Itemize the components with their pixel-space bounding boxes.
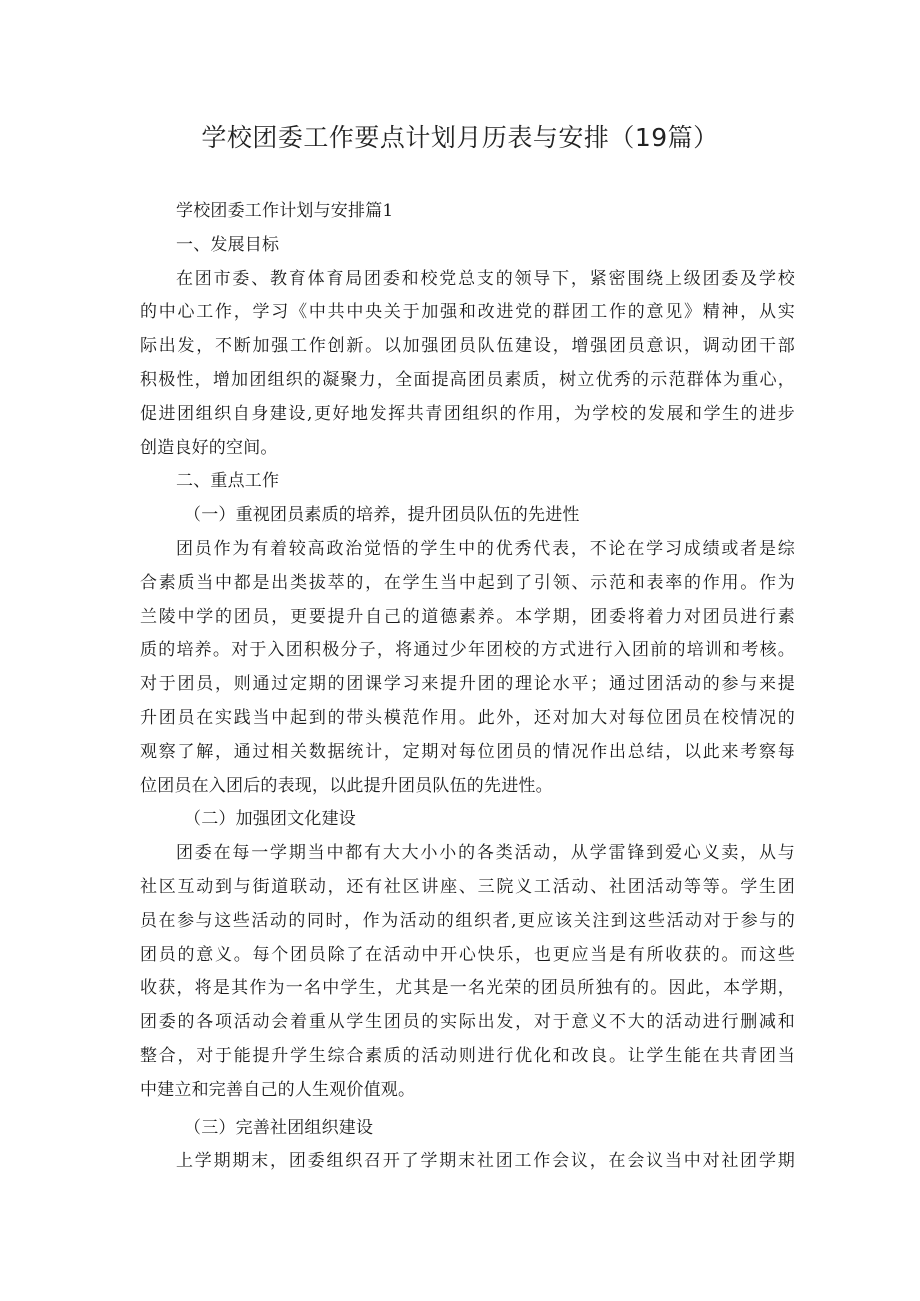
sub1-heading: （一）重视团员素质的培养，提升团员队伍的先进性 bbox=[184, 505, 580, 526]
paragraph-line: 团员的意义。每个团员除了在活动中开心快乐，也更应当是有所收获的。而这些 bbox=[140, 944, 795, 965]
paragraph-line: 兰陵中学的团员，更要提升自己的道德素养。本学期，团委将着力对团员进行素 bbox=[140, 606, 795, 627]
paragraph-line: 在团市委、教育体育局团委和校党总支的领导下，紧密围绕上级团委及学校 bbox=[176, 268, 795, 289]
paragraph-line: 员在参与这些活动的同时，作为活动的组织者,更应该关注到这些活动对于参与的 bbox=[140, 910, 795, 931]
part1-paragraph bbox=[140, 263, 795, 466]
sub3-heading: （三）完善社团组织建设 bbox=[184, 1117, 374, 1138]
paragraph-line: 整合，对于能提升学生综合素质的活动则进行优化和改良。让学生能在共青团当 bbox=[140, 1045, 795, 1066]
paragraph-line: 积极性，增加团组织的凝聚力，全面提高团员素质，树立优秀的示范群体为重心， bbox=[140, 369, 795, 390]
sub1-paragraph bbox=[140, 533, 795, 803]
sub2-heading: （二）加强团文化建设 bbox=[184, 809, 356, 830]
part2-heading: 二、重点工作 bbox=[176, 471, 280, 492]
paragraph-line: 观察了解，通过相关数据统计，定期对每位团员的情况作出总结，以此来考察每 bbox=[140, 741, 795, 762]
paragraph-line: 质的培养。对于入团积极分子，将通过少年团校的方式进行入团前的培训和考核。 bbox=[140, 640, 795, 661]
sub2-paragraph bbox=[140, 837, 795, 1107]
paragraph-line: 收获，将是其作为一名中学生，尤其是一名光荣的团员所独有的。因此，本学期， bbox=[140, 978, 795, 999]
sub3-paragraph bbox=[140, 1145, 795, 1179]
paragraph-line: 团员作为有着较高政治觉悟的学生中的优秀代表，不论在学习成绩或者是综 bbox=[176, 538, 795, 559]
part1-heading: 一、发展目标 bbox=[176, 234, 280, 255]
paragraph-line: 社区互动到与街道联动，还有社区讲座、三院义工活动、社团活动等等。学生团 bbox=[140, 876, 795, 897]
paragraph-line: 上学期期末，团委组织召开了学期末社团工作会议，在会议当中对社团学期 bbox=[176, 1151, 795, 1172]
paragraph-line: 团委的各项活动会着重从学生团员的实际出发，对于意义不大的活动进行删减和 bbox=[140, 1012, 795, 1033]
paragraph-line: 升团员在实践当中起到的带头模范作用。此外，还对加大对每位团员在校情况的 bbox=[140, 707, 795, 728]
paragraph-line: 合素质当中都是出类拔萃的，在学生当中起到了引领、示范和表率的作用。作为 bbox=[140, 572, 795, 593]
document-title: 学校团委工作要点计划月历表与安排（19篇） bbox=[201, 123, 719, 152]
paragraph-line: 对于团员，则通过定期的团课学习来提升团的理论水平；通过团活动的参与来提 bbox=[140, 674, 795, 695]
document-body bbox=[140, 195, 795, 1179]
paragraph-line: 的中心工作，学习《中共中央关于加强和改进党的群团工作的意见》精神，从实 bbox=[140, 302, 795, 323]
paragraph-line: 促进团组织自身建设,更好地发挥共青团组织的作用，为学校的发展和学生的进步 bbox=[140, 403, 795, 424]
paragraph-line: 创造良好的空间。 bbox=[140, 437, 278, 458]
section-label: 学校团委工作计划与安排篇1 bbox=[176, 201, 394, 221]
paragraph-line: 中建立和完善自己的人生观价值观。 bbox=[140, 1079, 416, 1100]
paragraph-line: 际出发，不断加强工作创新。以加强团员队伍建设，增强团员意识，调动团干部 bbox=[140, 336, 795, 357]
paragraph-line: 位团员在入团后的表现，以此提升团员队伍的先进性。 bbox=[140, 775, 553, 796]
paragraph-line: 团委在每一学期当中都有大大小小的各类活动，从学雷锋到爱心义卖，从与 bbox=[176, 843, 795, 864]
